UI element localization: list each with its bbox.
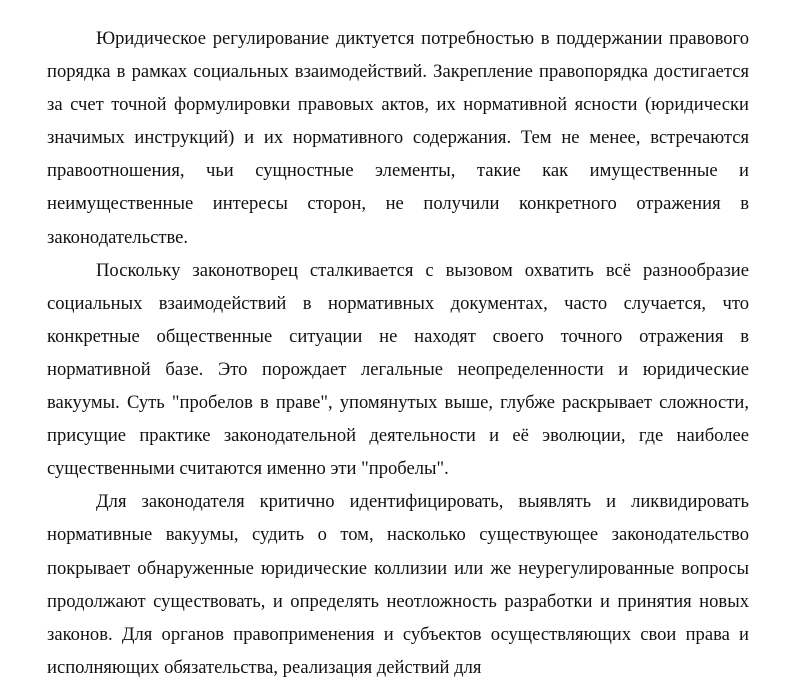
paragraph: Поскольку законотворец сталкивается с вызовом охватить всё разнообразие социальных взаимодействий в нормативных документах, часто случается, что конкретные общественные ситуации не находят своего точного отражения в нормативной базе. Это порождает легальные неопределенности и юридические вакуумы. Суть "пробелов в праве", упомянутых выше, глубже раскрывает сложности, присущие практике законодательной деятельности и её эволюции, где наиболее существенными считаются именно эти "пробелы". [47,259,749,480]
paragraph: Для законодателя критично идентифицировать, выявлять и ликвидировать нормативные вакуумы, судить о том, насколько существующее законодательство покрывает обнаруженные юридические коллизии или же неурегулированные вопросы продолжают существовать, и определять неотложность разработки и принятия новых законов. Для органов правоприменения и субъектов осуществляющих свои права и исполняющих обязательства, реализация действий для [47,491,749,678]
paragraph: Юридическое регулирование диктуется потребностью в поддержании правового порядка в рамках социальных взаимодействий. Закрепление правопорядка достигается за счет точной формулировки правовых актов, их нормативной ясности (юридически значимых инструкций) и их нормативного содержания. Тем не менее, встречаются правоотношения, чьи сущностные элементы, такие как имущественные и неимущественные интересы сторон, не получили конкретного отражения в законодательстве. [47,28,749,248]
document-body [47,22,749,684]
